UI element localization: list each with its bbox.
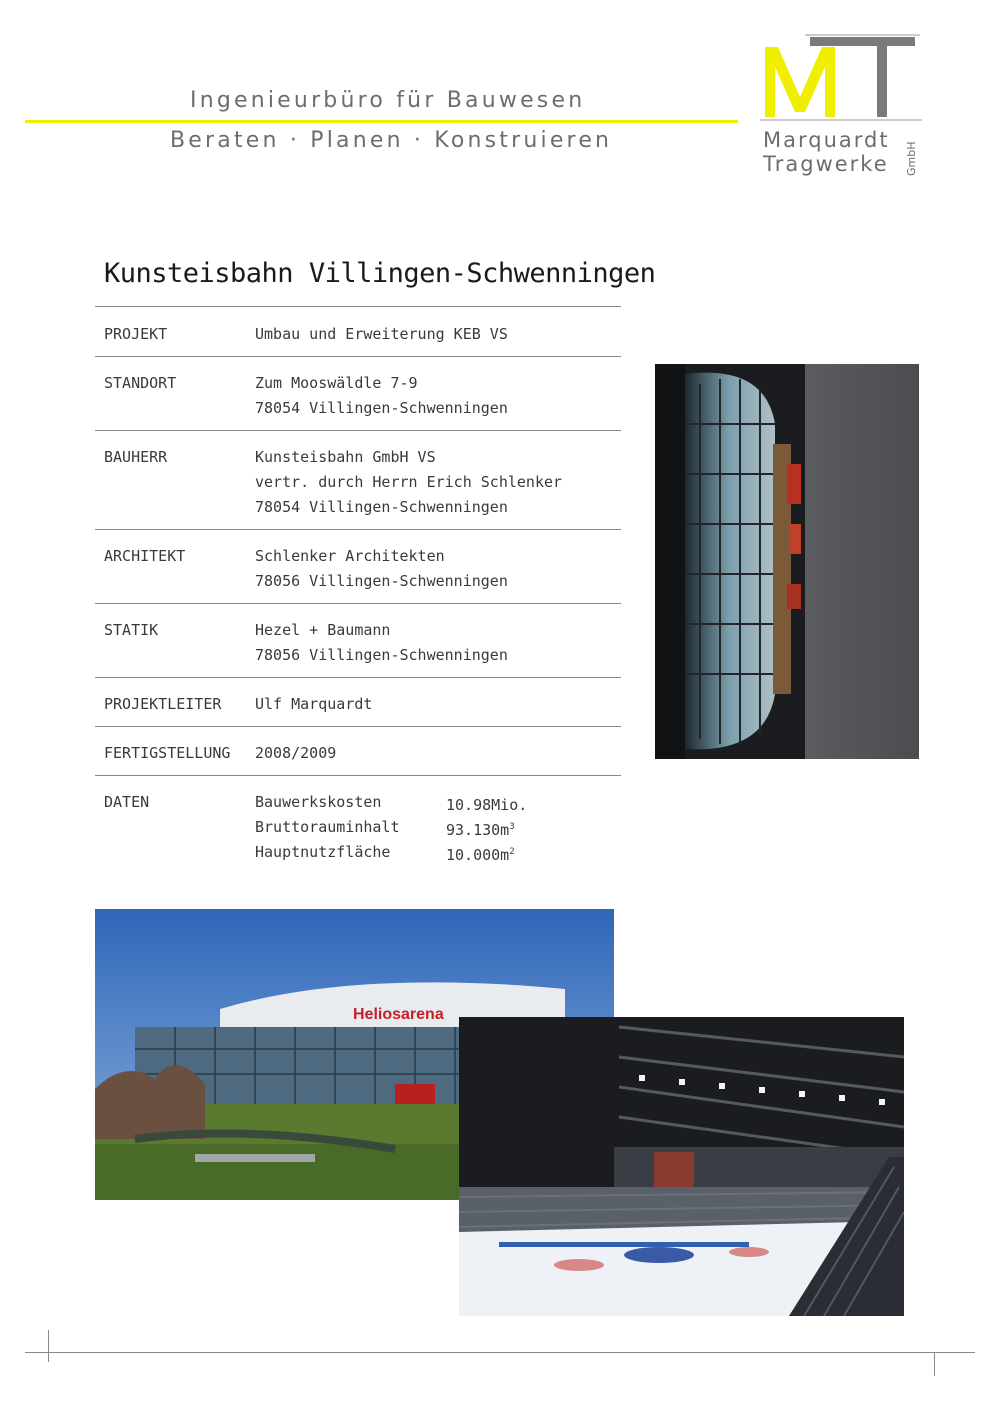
photo-ice-rink <box>459 1017 904 1316</box>
logo-name-line1: Marquardt <box>763 128 890 152</box>
row-value: 78054 Villingen-Schwenningen <box>255 399 508 417</box>
logo-wordmark <box>763 128 890 176</box>
row-divider <box>95 677 621 678</box>
daten-key: Bruttorauminhalt <box>255 818 400 836</box>
daten-value: $10.000m^2$ <box>446 846 515 864</box>
daten-key: Bauwerkskosten <box>255 793 382 811</box>
daten-value: 10.98Mio. <box>446 796 528 814</box>
row-label: STATIK <box>104 621 159 639</box>
row-value: 2008/2009 <box>255 744 337 762</box>
daten-key: Hauptnutzfläche <box>255 843 391 861</box>
row-value: Schlenker Architekten <box>255 547 445 565</box>
row-value: 78054 Villingen-Schwenningen <box>255 498 508 516</box>
row-divider <box>95 356 621 357</box>
tagline-top: Ingenieurbüro für Bauwesen <box>190 88 586 113</box>
row-label: ARCHITEKT <box>104 547 186 565</box>
row-value: vertr. durch Herrn Erich Schlenker <box>255 473 563 491</box>
row-value: Kunsteisbahn GmbH VS <box>255 448 436 466</box>
row-divider <box>95 726 621 727</box>
arena-sign: Heliosarena <box>353 1006 444 1023</box>
row-divider <box>95 775 621 776</box>
row-label: FERTIGSTELLUNG <box>104 744 231 762</box>
row-value: Ulf Marquardt <box>255 695 373 713</box>
tagline-bottom: Beraten · Planen · Konstruieren <box>170 128 613 153</box>
row-divider <box>95 529 621 530</box>
footer-tick-left <box>48 1330 49 1362</box>
row-value: 78056 Villingen-Schwenningen <box>255 572 508 590</box>
logo-suffix: GmbH <box>905 141 918 176</box>
row-value: Zum Mooswäldle 7-9 <box>255 374 418 392</box>
row-divider <box>95 603 621 604</box>
footer-rule <box>25 1352 975 1353</box>
row-divider <box>95 306 621 307</box>
daten-label: DATEN <box>104 793 150 811</box>
row-label: STANDORT <box>104 374 177 392</box>
row-label: PROJEKTLEITER <box>104 695 222 713</box>
photo-interior-facade <box>655 364 919 759</box>
footer-tick-right <box>934 1352 935 1376</box>
logo-name-line2: Tragwerke <box>763 152 889 176</box>
row-label: PROJEKT <box>104 325 168 343</box>
row-divider <box>95 430 621 431</box>
daten-value: $93.130m^3$ <box>446 821 515 839</box>
row-value: Umbau und Erweiterung KEB VS <box>255 325 508 343</box>
page-title: Kunsteisbahn Villingen-Schwenningen <box>104 258 656 289</box>
row-label: BAUHERR <box>104 448 168 466</box>
logo-mark <box>760 32 930 132</box>
row-value: Hezel + Baumann <box>255 621 391 639</box>
row-value: 78056 Villingen-Schwenningen <box>255 646 508 664</box>
header-divider <box>25 120 738 123</box>
